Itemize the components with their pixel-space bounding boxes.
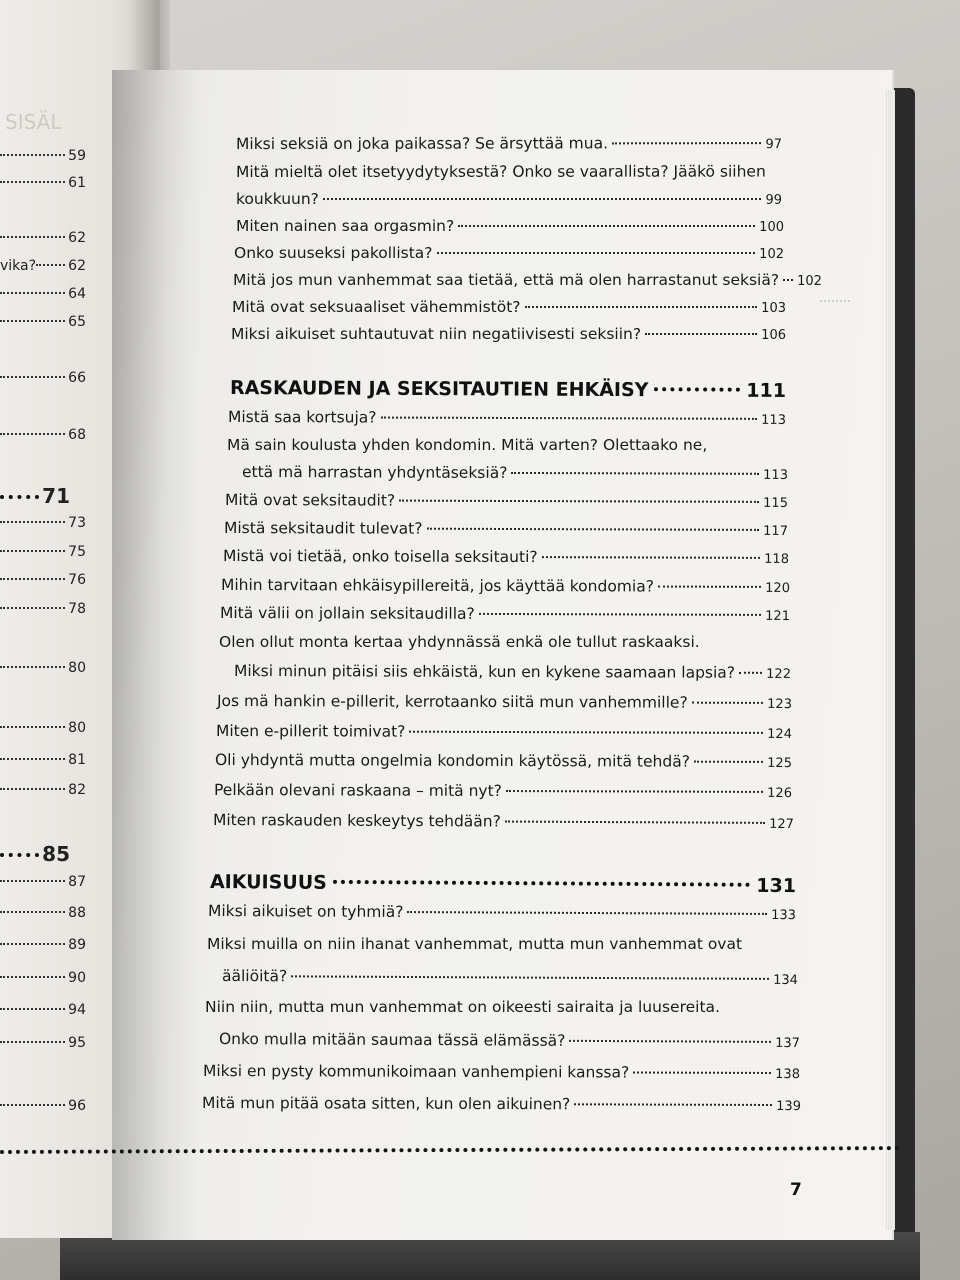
dot-leader	[333, 880, 750, 887]
entry-title: Miksi en pysty kommunikoimaan vanhempieni kanssa?	[202, 1062, 630, 1082]
entry-title: Onko mulla mitään saumaa tässä elämässä?	[218, 1030, 566, 1050]
left-toc-entry	[0, 515, 86, 531]
page-edges	[885, 90, 895, 1230]
entry-title: Miten nainen saa orgasmin?	[236, 217, 455, 235]
left-toc-entry	[0, 544, 86, 560]
dot-leader	[0, 1041, 65, 1043]
entry-page-number: 117	[763, 523, 789, 539]
left-entry-page-number: 94	[68, 1002, 86, 1018]
toc-entry	[232, 298, 786, 316]
toc-entry	[231, 325, 786, 343]
dot-leader	[692, 702, 763, 704]
dot-leader	[739, 672, 762, 674]
dot-leader	[0, 236, 65, 238]
dot-leader	[458, 225, 755, 227]
toc-entry	[236, 217, 784, 235]
left-entry-page-number: 62	[68, 230, 86, 246]
section-page-number: 111	[746, 379, 787, 402]
dot-leader	[291, 975, 769, 980]
toc-entry	[203, 1062, 800, 1082]
entry-title: koukkuun?	[236, 190, 319, 208]
gutter-shadow	[112, 70, 202, 1240]
left-entry-page-number: 88	[68, 905, 86, 921]
left-toc-entry	[0, 970, 86, 986]
dot-leader	[0, 943, 65, 945]
toc-entry	[217, 692, 792, 712]
entry-title: Mistä seksitaudit tulevat?	[223, 519, 423, 538]
entry-page-number: 120	[765, 580, 791, 596]
toc-entry	[202, 1094, 801, 1114]
dot-leader	[574, 1103, 772, 1106]
entry-title: Olen ollut monta kertaa yhdynnässä enkä ole tullut raskaaksi.	[219, 633, 700, 651]
dot-leader	[0, 550, 65, 552]
dot-leader	[409, 731, 763, 734]
toc-entry	[215, 751, 792, 771]
entry-title: Mitä välii on jollain seksitaudilla?	[219, 604, 475, 623]
left-entry-page-number: 80	[68, 660, 86, 676]
left-toc-entry	[0, 1098, 86, 1114]
dot-leader	[0, 853, 39, 857]
dot-leader	[0, 880, 65, 882]
dot-leader	[0, 1008, 65, 1010]
left-entry-page-number: 96	[68, 1098, 86, 1114]
left-entry-page-number: 81	[68, 752, 86, 768]
dot-leader	[0, 578, 65, 580]
left-entry-page-number: 76	[68, 572, 86, 588]
left-toc-entry	[0, 258, 86, 274]
entry-title: Mistä saa kortsuja?	[227, 408, 377, 427]
dot-leader	[0, 666, 65, 668]
entry-page-number: 113	[761, 412, 787, 428]
entry-page-number: 102	[797, 274, 822, 289]
entry-title: Mihin tarvitaan ehkäisypillereitä, jos käyttää kondomia?	[220, 576, 654, 596]
dot-leader	[612, 142, 761, 144]
left-toc-entry	[0, 286, 86, 302]
entry-page-number: 113	[763, 467, 789, 483]
entry-page-number: 122	[766, 666, 792, 682]
dot-leader	[506, 790, 763, 793]
left-entry-page-number: 66	[68, 370, 86, 386]
dot-leader	[694, 761, 763, 763]
left-toc-entry	[0, 572, 86, 588]
section-page-number: 131	[756, 874, 797, 898]
entry-title: Miksi muilla on niin ihanat vanhemmat, mutta mun vanhemmat ovat	[207, 935, 743, 953]
entry-page-number: 125	[767, 755, 793, 772]
dot-leader	[0, 1104, 65, 1106]
left-entry-page-number: 82	[68, 782, 86, 798]
dot-leader	[0, 433, 65, 435]
entry-title: Mä sain koulusta yhden kondomin. Mitä varten? Olettaako ne,	[227, 436, 708, 454]
page-number: 7	[790, 1180, 802, 1200]
entry-page-number: 97	[765, 137, 783, 153]
entry-title: Mitä ovat seksitaudit?	[224, 491, 396, 510]
entry-title: Miksi minun pitäisi siis ehkäistä, kun en kykene saamaan lapsia?	[233, 662, 736, 682]
entry-title: Onko suuseksi pakollista?	[234, 244, 433, 262]
left-entry-page-number: 73	[68, 515, 86, 531]
show-through-marks	[820, 300, 850, 312]
dot-leader	[633, 1072, 771, 1074]
dot-leader	[323, 198, 762, 200]
toc-section-heading	[230, 377, 786, 402]
left-toc-entry	[0, 427, 86, 443]
left-entry-page-number: 61	[68, 175, 86, 191]
dot-leader	[542, 556, 761, 559]
entry-title: Miten raskauden keskeytys tehdään?	[212, 811, 501, 831]
toc-section-heading	[210, 871, 796, 897]
entry-title: Mitä mieltä olet itsetyydytyksestä? Onko se vaarallista? Jääkö siihen	[235, 162, 766, 181]
entry-page-number: 133	[771, 907, 797, 924]
dot-leader	[0, 607, 65, 609]
entry-title: Mitä ovat seksuaaliset vähemmistöt?	[232, 298, 521, 316]
left-page-ghost-heading: SISÄL	[5, 110, 62, 134]
toc-entry	[224, 519, 788, 539]
entry-title: ääliöitä?	[221, 967, 288, 986]
toc-entry	[214, 781, 792, 801]
toc-entry	[225, 491, 788, 511]
toc-entry	[242, 463, 788, 483]
entry-title: Mistä voi tietää, onko toisella seksitauti?	[222, 547, 538, 567]
left-entry-page-number: 75	[68, 544, 86, 560]
left-toc-entry	[0, 660, 86, 676]
toc-entry	[205, 998, 730, 1016]
left-toc-entry	[0, 905, 86, 921]
left-entry-page-number: 90	[68, 970, 86, 986]
toc-entry	[228, 408, 786, 428]
left-toc-entry	[0, 148, 86, 164]
left-entry-page-number: 64	[68, 286, 86, 302]
left-entry-page-number: 71	[42, 484, 70, 508]
toc-entry	[207, 935, 760, 953]
entry-title: Miten e-pillerit toimivat?	[215, 722, 406, 741]
dot-leader	[407, 911, 767, 915]
entry-page-number: 137	[775, 1035, 801, 1052]
entry-page-number: 134	[773, 972, 799, 989]
dot-leader	[399, 500, 759, 503]
entry-title: Mitä jos mun vanhemmat saa tietää, että mä olen harrastanut seksiä?	[233, 271, 780, 289]
dot-leader	[0, 495, 39, 499]
left-toc-entry	[0, 752, 86, 768]
left-toc-entry	[0, 874, 86, 890]
left-entry-page-number: 59	[68, 148, 86, 164]
left-entry-page-number: 85	[42, 842, 70, 866]
left-toc-entry	[0, 937, 86, 953]
entry-title: Miksi aikuiset suhtautuvat niin negatiivisesti seksiin?	[231, 325, 642, 343]
left-entry-page-number: 62	[68, 258, 86, 274]
dot-leader	[0, 726, 65, 728]
toc-entry	[221, 576, 790, 596]
toc-entry	[220, 604, 790, 624]
toc-entry	[222, 967, 798, 988]
entry-page-number: 100	[759, 220, 784, 235]
toc-entry	[223, 547, 789, 567]
dot-leader	[654, 387, 740, 391]
left-toc-entry	[0, 314, 86, 330]
entry-page-number: 118	[764, 551, 790, 567]
dot-leader	[36, 264, 65, 266]
entry-title: Miksi seksiä on joka paikassa? Se ärsyttää mua.	[235, 134, 609, 153]
entry-page-number: 124	[767, 726, 793, 743]
dot-leader	[0, 911, 65, 913]
left-toc-entry	[0, 1002, 86, 1018]
dot-leader	[511, 472, 759, 475]
entry-page-number: 139	[776, 1099, 802, 1115]
left-entry-fragment: vika?	[0, 258, 37, 274]
entry-title: Niin niin, mutta mun vanhemmat on oikeesti sairaita ja luusereita.	[205, 998, 720, 1016]
left-entry-page-number: 68	[68, 427, 86, 443]
left-entry-page-number: 80	[68, 720, 86, 736]
toc-entry	[236, 134, 782, 153]
toc-entry	[208, 902, 796, 923]
entry-title: Miksi aikuiset on tyhmiä?	[207, 902, 404, 922]
dot-leader	[525, 306, 758, 308]
dot-leader	[437, 252, 756, 254]
toc-entry	[213, 811, 794, 832]
entry-title: Oli yhdyntä mutta ongelmia kondomin käytössä, mitä tehdä?	[214, 751, 690, 771]
toc-entry	[219, 1030, 800, 1051]
section-title: RASKAUDEN JA SEKSITAUTIEN EHKÄISY	[229, 377, 649, 402]
entry-title: Pelkään olevani raskaana – mitä nyt?	[213, 781, 502, 801]
entry-page-number: 103	[761, 301, 786, 316]
dot-leader	[505, 821, 765, 824]
dot-leader	[0, 521, 65, 523]
left-toc-entry	[0, 484, 70, 508]
dot-leader	[783, 279, 793, 281]
entry-page-number: 127	[769, 816, 795, 833]
left-toc-entry	[0, 230, 86, 246]
toc-entry	[219, 633, 700, 651]
entry-page-number: 121	[765, 608, 791, 624]
entry-title: että mä harrastan yhdyntäseksiä?	[241, 463, 508, 482]
toc-entry	[236, 190, 782, 208]
left-toc-entry	[0, 842, 70, 866]
left-toc-entry	[0, 782, 86, 798]
section-title: AIKUISUUS	[209, 871, 327, 894]
dot-leader	[645, 333, 757, 335]
entry-page-number: 138	[775, 1066, 801, 1083]
left-toc-entry	[0, 720, 86, 736]
dot-leader	[479, 613, 761, 616]
entry-title: Mitä mun pitää osata sitten, kun olen aikuinen?	[201, 1094, 571, 1114]
entry-page-number: 102	[759, 247, 784, 262]
dot-leader	[0, 976, 65, 978]
toc-entry	[235, 162, 766, 181]
toc-entry	[227, 436, 708, 454]
dot-leader	[426, 528, 759, 531]
left-toc-entry	[0, 175, 86, 191]
toc-entry	[233, 271, 822, 289]
left-toc-entry	[0, 1035, 86, 1051]
toc-entry	[234, 244, 784, 262]
entry-title: Jos mä hankin e-pillerit, kerrotaanko siitä mun vanhemmille?	[216, 692, 688, 712]
dot-leader	[0, 292, 65, 294]
entry-page-number: 99	[765, 193, 782, 208]
dot-leader	[658, 586, 761, 588]
dot-leader	[381, 417, 758, 420]
left-entry-page-number: 87	[68, 874, 86, 890]
left-toc-entry	[0, 370, 86, 386]
entry-page-number: 106	[761, 328, 786, 343]
entry-page-number: 123	[767, 696, 793, 713]
dot-leader	[0, 788, 65, 790]
toc-entry	[234, 662, 791, 682]
dot-leader	[0, 758, 65, 760]
toc-entry	[216, 722, 792, 742]
entry-page-number: 126	[767, 785, 793, 802]
dot-leader	[0, 154, 65, 156]
left-entry-page-number: 95	[68, 1035, 86, 1051]
left-entry-page-number: 78	[68, 601, 86, 617]
entry-page-number: 115	[763, 495, 789, 511]
dot-leader	[0, 181, 65, 183]
left-entry-page-number: 65	[68, 314, 86, 330]
left-entry-page-number: 89	[68, 937, 86, 953]
dot-leader	[569, 1040, 771, 1043]
dot-leader	[0, 320, 65, 322]
left-toc-entry	[0, 601, 86, 617]
dot-leader	[0, 376, 65, 378]
